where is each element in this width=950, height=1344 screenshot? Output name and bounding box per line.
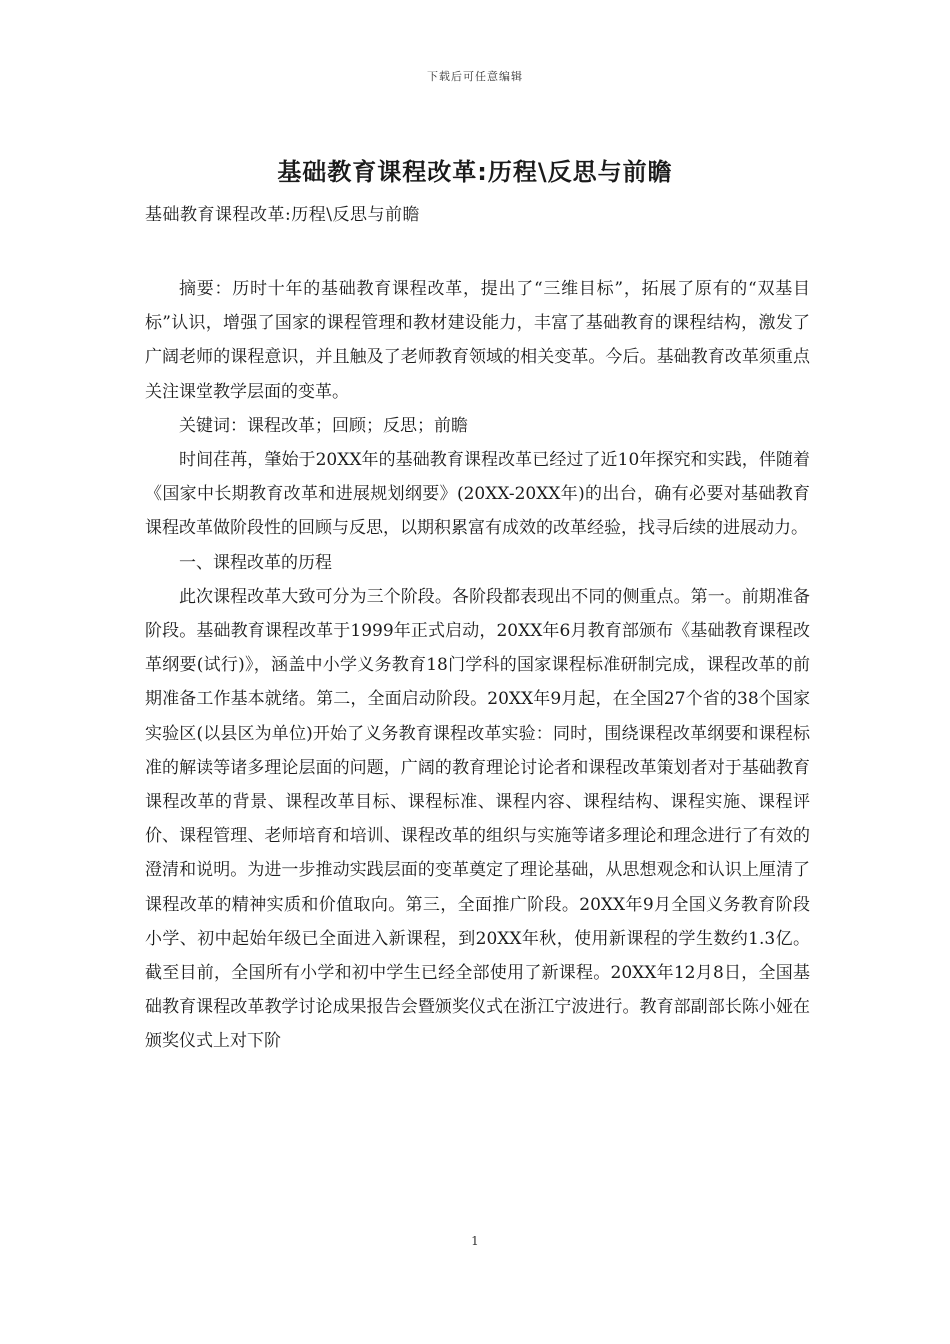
abstract-paragraph: 摘要：历时十年的基础教育课程改革，提出了“三维目标”，拓展了原有的“双基目标”认识，增强了国家的课程管理和教材建设能力，丰富了基础教育的课程结构，激发了广阔老师的课程意识，并且触及了老师教育领域的相关变革。今后。基础教育改革须重点关注课堂教学层面的变革。 (145, 279, 810, 402)
document-body (145, 272, 810, 1059)
header-note: 下载后可任意编辑 (427, 70, 523, 83)
intro-paragraph: 时间荏苒，肇始于20XX年的基础教育课程改革已经过了近10年探究和实践，伴随着《国家中长期教育改革和进展规划纲要》(20XX-20XX年)的出台，确有必要对基础教育课程改革做阶段性的回顾与反思，以期积累富有成效的改革经验，找寻后续的进展动力。 (145, 450, 810, 539)
document-subtitle: 基础教育课程改革:历程\反思与前瞻 (145, 205, 420, 225)
page-number: 1 (471, 1234, 479, 1248)
section-heading: 一、课程改革的历程 (179, 552, 332, 573)
keywords-paragraph: 关键词：课程改革；回顾；反思；前瞻 (179, 415, 468, 436)
document-title: 基础教育课程改革:历程\反思与前瞻 (277, 158, 673, 186)
body-paragraph: 此次课程改革大致可分为三个阶段。各阶段都表现出不同的侧重点。第一。前期准备阶段。基础教育课程改革于1999年正式启动，20XX年6月教育部颁布《基础教育课程改革纲要(试行)》，涵盖中小学义务教育18门学科的国家课程标准研制完成，课程改革的前期准备工作基本就绪。第二，全面启动阶段。20XX年9月起，在全国27个省的38个国家实验区(以县区为单位)开始了义务教育课程改革实验：同时，围绕课程改革纲要和课程标准的解读等诸多理论层面的问题，广阔的教育理论讨论者和课程改革策划者对于基础教育课程改革的背景、课程改革目标、课程标准、课程内容、课程结构、课程实施、课程评价、课程管理、老师培育和培训、课程改革的组织与实施等诸多理论和理念进行了有效的澄清和说明。为进一步推动实践层面的变革奠定了理论基础，从思想观念和认识上厘清了课程改革的精神实质和价值取向。第三，全面推广阶段。20XX年9月全国义务教育阶段小学、初中起始年级已全面进入新课程，到20XX年秋，使用新课程的学生数约1.3亿。截至目前，全国所有小学和初中学生已经全部使用了新课程。20XX年12月8日，全国基础教育课程改革教学讨论成果报告会暨颁奖仪式在浙江宁波进行。教育部副部长陈小娅在颁奖仪式上对下阶 (145, 586, 810, 1052)
